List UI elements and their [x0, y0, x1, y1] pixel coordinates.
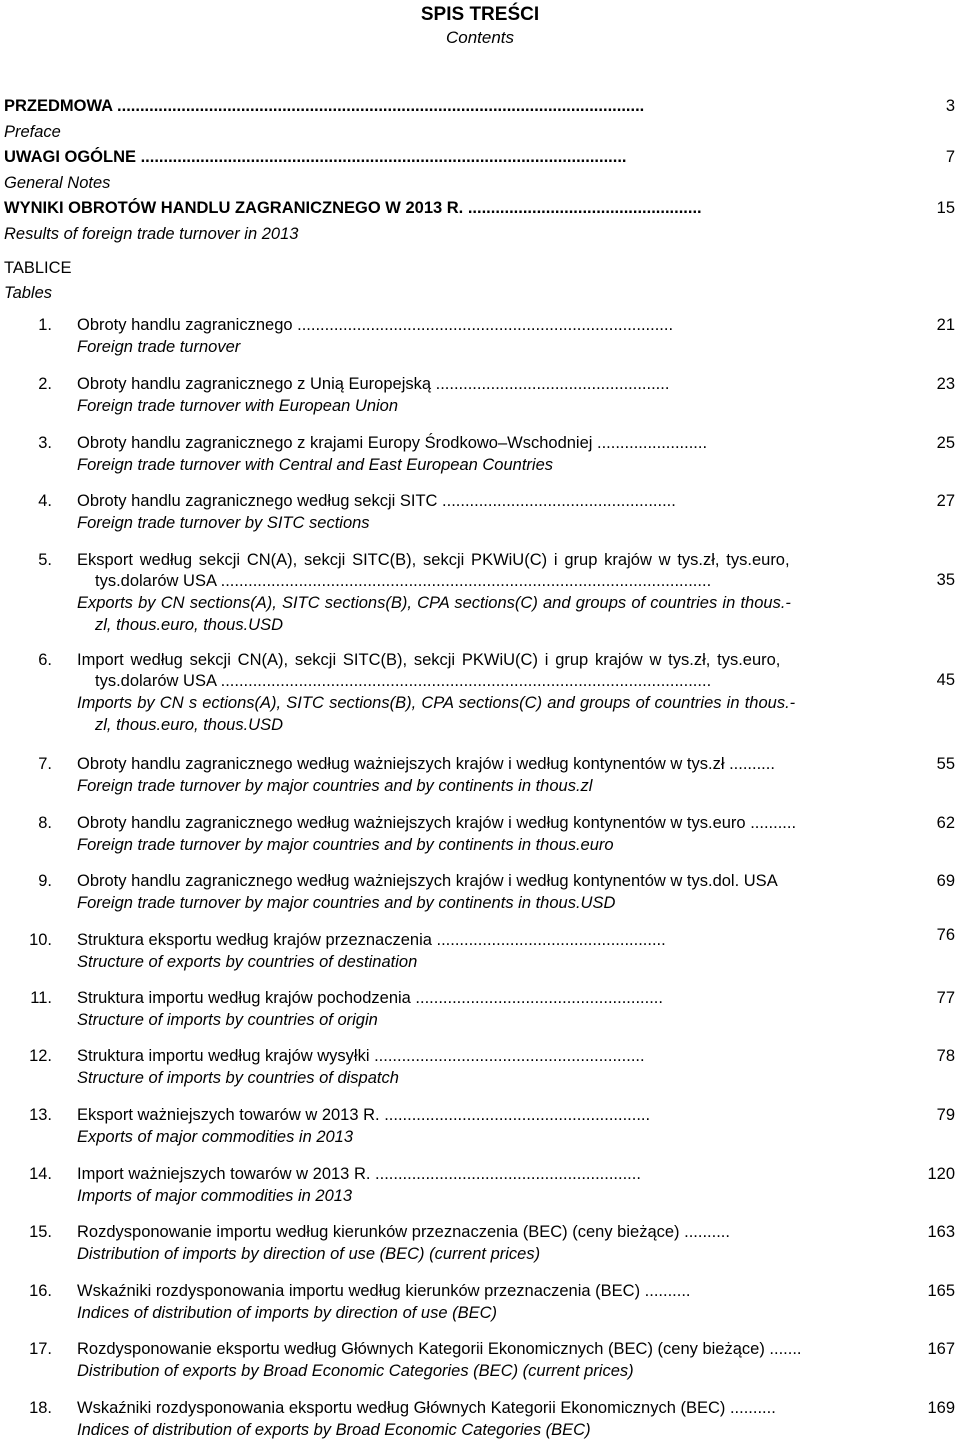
- table-entry-title-en: Indices of distribution of exports by Broad Economic Categories (BEC): [77, 1421, 591, 1439]
- table-entry-title-en: Distribution of exports by Broad Economic Categories (BEC) (current prices): [77, 1362, 634, 1380]
- table-entry-title-en: Indices of distribution of imports by direction of use (BEC): [77, 1304, 498, 1322]
- table-entry-title-pl[interactable]: Struktura importu według krajów wysyłki ...........................................................: [77, 1047, 645, 1065]
- page-number: 35: [936, 571, 955, 589]
- table-entry-number: 16.: [29, 1282, 52, 1300]
- page-title: SPIS TREŚCI: [420, 4, 540, 25]
- table-entry-number: 5.: [38, 551, 52, 569]
- page-number: 15: [936, 199, 955, 217]
- table-entry-title-en: Structure of imports by countries of dispatch: [77, 1069, 399, 1087]
- table-entry-title-en: Foreign trade turnover with Central and East European Countries: [77, 456, 554, 474]
- table-entry-number: 13.: [29, 1106, 52, 1124]
- table-entry-number: 10.: [29, 931, 52, 949]
- toc-entry-general-notes-pl[interactable]: UWAGI OGÓLNE ..........................................................................................................: [4, 148, 627, 166]
- table-entry-title-en-continued: zl, thous.euro, thous.USD: [95, 616, 284, 634]
- table-entry-title-en: Foreign trade turnover by SITC sections: [77, 514, 370, 532]
- table-entry-title-pl[interactable]: Wskaźniki rozdysponowania eksportu według Głównych Kategorii Ekonomicznych (BEC) ..........: [77, 1399, 776, 1417]
- table-entry-number: 8.: [38, 814, 52, 832]
- tables-heading-en: Tables: [4, 284, 53, 302]
- table-entry-title-en: Exports of major commodities in 2013: [77, 1128, 354, 1146]
- page-number: 77: [936, 989, 955, 1007]
- table-entry-title-en: Exports by CN sections(A), SITC sections(B), CPA sections(C) and groups of countries in thous.-: [77, 594, 791, 612]
- table-entry-number: 14.: [29, 1165, 52, 1183]
- table-entry-title-pl[interactable]: Obroty handlu zagranicznego z Unią Europejską ...................................................: [77, 375, 670, 393]
- table-entry-title-pl[interactable]: Struktura eksportu według krajów przeznaczenia ..................................................: [77, 931, 666, 949]
- table-entry-title-pl[interactable]: Obroty handlu zagranicznego według ważniejszych krajów i według kontynentów w tys.dol. USA: [77, 872, 778, 890]
- page-number: 169: [927, 1399, 955, 1417]
- page-number: 163: [927, 1223, 955, 1241]
- table-entry-title-pl[interactable]: Obroty handlu zagranicznego ..................................................................................: [77, 316, 674, 334]
- page-number: 165: [927, 1282, 955, 1300]
- table-entry-number: 6.: [38, 651, 52, 669]
- table-entry-number: 9.: [38, 872, 52, 890]
- table-entry-title-en: Foreign trade turnover by major countries and by continents in thous.euro: [77, 836, 614, 854]
- toc-entry-results-en: Results of foreign trade turnover in 2013: [4, 225, 299, 243]
- table-entry-number: 7.: [38, 755, 52, 773]
- table-entry-title-pl[interactable]: Obroty handlu zagranicznego z krajami Europy Środkowo–Wschodniej ........................: [77, 434, 708, 452]
- table-entry-number: 17.: [29, 1340, 52, 1358]
- table-entry-title-en: Structure of imports by countries of origin: [77, 1011, 378, 1029]
- table-entry-title-en: Imports of major commodities in 2013: [77, 1187, 353, 1205]
- page-number: 27: [936, 492, 955, 510]
- page-number: 25: [936, 434, 955, 452]
- table-entry-title-pl[interactable]: Import ważniejszych towarów w 2013 R. ..........................................................: [77, 1165, 641, 1183]
- table-entry-title-pl[interactable]: Wskaźniki rozdysponowania importu według kierunków przeznaczenia (BEC) ..........: [77, 1282, 691, 1300]
- toc-header: [0, 0, 960, 49]
- page-number: 55: [936, 755, 955, 773]
- table-entry-title-pl-continued[interactable]: tys.dolarów USA ...........................................................................................................: [95, 672, 712, 690]
- page-number: 79: [936, 1106, 955, 1124]
- table-entry-title-en: Foreign trade turnover: [77, 338, 241, 356]
- table-entry-number: 1.: [38, 316, 52, 334]
- table-entry-title-pl[interactable]: Rozdysponowanie eksportu według Głównych Kategorii Ekonomicznych (BEC) (ceny bieżące) .......: [77, 1340, 802, 1358]
- table-entry-number: 2.: [38, 375, 52, 393]
- table-entry-number: 15.: [29, 1223, 52, 1241]
- table-entry-title-en: Structure of exports by countries of destination: [77, 953, 418, 971]
- toc-entry-preface-en: Preface: [4, 123, 61, 141]
- table-entry-title-pl[interactable]: Rozdysponowanie importu według kierunków przeznaczenia (BEC) (ceny bieżące) ..........: [77, 1223, 730, 1241]
- table-entry-title-en: Foreign trade turnover by major countries and by continents in thous.zl: [77, 777, 593, 795]
- table-entry-title-pl-continued[interactable]: tys.dolarów USA ...........................................................................................................: [95, 572, 712, 590]
- toc-entry-preface-pl[interactable]: PRZEDMOWA ...................................................................................................................: [4, 97, 645, 115]
- table-entry-title-pl[interactable]: Eksport według sekcji CN(A), sekcji SITC(B), sekcji PKWiU(C) i grup krajów w tys.zł, tys.euro,: [77, 551, 790, 569]
- table-entry-title-pl[interactable]: Obroty handlu zagranicznego według ważniejszych krajów i według kontynentów w tys.zł ..........: [77, 755, 775, 773]
- table-entry-number: 18.: [29, 1399, 52, 1417]
- table-entry-title-pl[interactable]: Import według sekcji CN(A), sekcji SITC(B), sekcji PKWiU(C) i grup krajów w tys.zł, tys.euro,: [77, 651, 781, 669]
- page-number: 78: [936, 1047, 955, 1065]
- page-number: 7: [945, 148, 955, 166]
- page-number: 76: [936, 926, 955, 944]
- table-entry-title-pl[interactable]: Obroty handlu zagranicznego według ważniejszych krajów i według kontynentów w tys.euro ..........: [77, 814, 797, 832]
- page-number: 45: [936, 671, 955, 689]
- table-entry-title-pl[interactable]: Obroty handlu zagranicznego według sekcji SITC ...................................................: [77, 492, 676, 510]
- page-subtitle: Contents: [445, 28, 515, 47]
- table-entry-title-en: Foreign trade turnover with European Union: [77, 397, 399, 415]
- table-entry-number: 4.: [38, 492, 52, 510]
- page-number: 23: [936, 375, 955, 393]
- table-entry-title-pl[interactable]: Eksport ważniejszych towarów w 2013 R. ..........................................................: [77, 1106, 651, 1124]
- page-number: 3: [945, 97, 955, 115]
- page-number: 62: [936, 814, 955, 832]
- table-entry-title-en-continued: zl, thous.euro, thous.USD: [95, 716, 284, 734]
- table-entry-number: 11.: [30, 989, 52, 1007]
- table-entry-title-pl[interactable]: Struktura importu według krajów pochodzenia ......................................................: [77, 989, 663, 1007]
- table-entry-title-en: Foreign trade turnover by major countries and by continents in thous.USD: [77, 894, 616, 912]
- tables-heading-pl: TABLICE: [4, 259, 72, 277]
- table-entry-number: 12.: [29, 1047, 52, 1065]
- page-number: 120: [927, 1165, 955, 1183]
- table-entry-title-en: Distribution of imports by direction of use (BEC) (current prices): [77, 1245, 541, 1263]
- table-entry-title-en: Imports by CN s ections(A), SITC sections(B), CPA sections(C) and groups of countries in thous.-: [77, 694, 796, 712]
- page-number: 69: [936, 872, 955, 890]
- toc-entry-general-notes-en: General Notes: [4, 174, 111, 192]
- toc-entry-results-pl[interactable]: WYNIKI OBROTÓW HANDLU ZAGRANICZNEGO W 2013 R. ...................................................: [4, 199, 702, 217]
- table-entry-number: 3.: [38, 434, 52, 452]
- page-number: 167: [927, 1340, 955, 1358]
- page-number: 21: [936, 316, 955, 334]
